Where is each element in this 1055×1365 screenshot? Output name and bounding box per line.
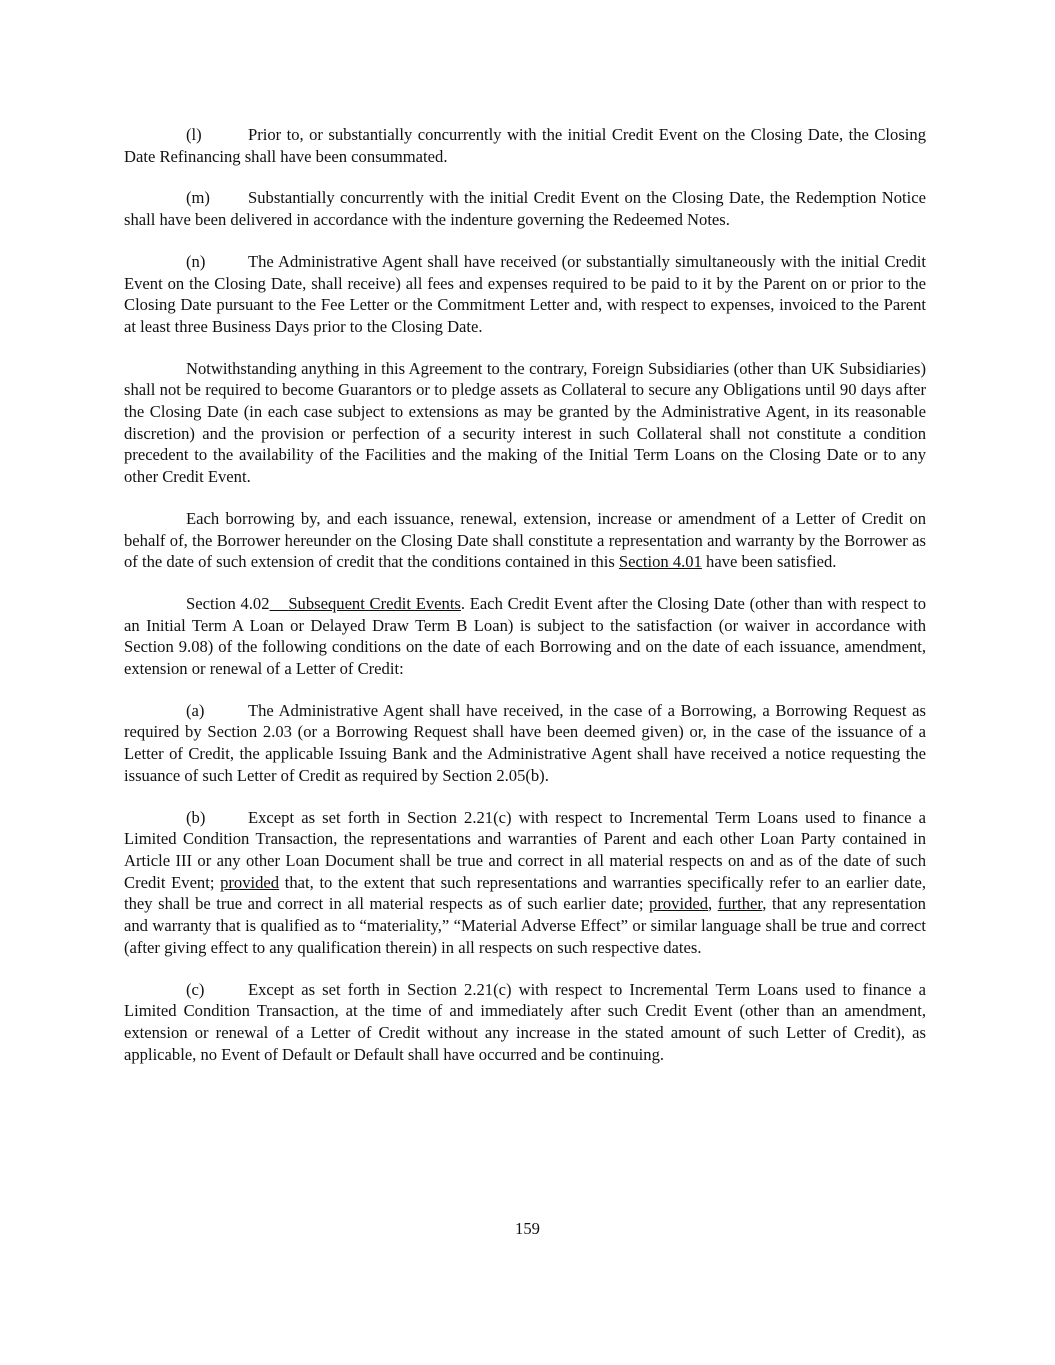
- provided-term-1: provided: [220, 872, 280, 892]
- section-402-title: [270, 594, 461, 613]
- document-body: [124, 124, 926, 1085]
- section-402-heading: [124, 593, 926, 680]
- item-label-m: (m): [186, 188, 210, 208]
- paragraph-c-text: Except as set forth in Section 2.21(c) with respect to Incremental Term Loans used to finance a Limited Condition Transaction, at the time of and immediately after such Credit Event (other than an amendment, extension or renewal of a Letter of Credit without any increase in the stated amount of such Letter of Credit), as applicable, no Event of Default or Default shall have occurred and be continuing.: [124, 979, 926, 1064]
- paragraph-b-text-2: that, to the extent that such representations and warranties specifically refer to an earlier date, they shall be true and correct in all material respects as of such earlier date;: [124, 872, 926, 914]
- paragraph-m: [124, 187, 926, 230]
- paragraph-l-text: Prior to, or substantially concurrently with the initial Credit Event on the Closing Date, the Closing Date Refinancing shall have been consummated.: [124, 125, 926, 166]
- paragraph-n-text: The Administrative Agent shall have received (or substantially simultaneously with the initial Credit Event on the Closing Date, shall receive) all fees and expenses required to be paid to it by the Parent on or prior to the Closing Date pursuant to the Fee Letter or the Commitment Letter and, with respect to expenses, invoiced to the Parent at least three Business Days prior to the Closing Date.: [124, 251, 926, 336]
- paragraph-notwithstanding: [124, 358, 926, 488]
- paragraph-n: [124, 251, 926, 338]
- provided-term-2: provided: [649, 894, 709, 914]
- further-term: further: [717, 894, 763, 914]
- paragraph-each-borrowing-tail: have been satisfied.: [701, 552, 837, 572]
- paragraph-each-borrowing: [124, 508, 926, 573]
- item-label-a: (a): [186, 700, 205, 720]
- paragraph-notwithstanding-text: Notwithstanding anything in this Agreement to the contrary, Foreign Subsidiaries (other than UK Subsidiaries) shall not be required to become Guarantors or to pledge assets as Collateral to secure any Obligations until 90 days after the Closing Date (in each case subject to extensions as may be granted by the Administrative Agent, in its reasonable discretion) and the provision or perfection of a security interest in such Collateral shall not constitute a condition precedent to the availability of the Facilities and the making of the Initial Term Loans on the Closing Date or to any other Credit Event.: [124, 358, 926, 487]
- paragraph-m-text: Substantially concurrently with the initial Credit Event on the Closing Date, the Redemption Notice shall have been delivered in accordance with the indenture governing the Redeemed Notes.: [124, 188, 926, 230]
- item-label-l: (l): [186, 125, 202, 144]
- paragraph-b-comma: ,: [708, 894, 718, 914]
- paragraph-c: [124, 979, 926, 1066]
- section-402-text: . Each Credit Event after the Closing Date (other than with respect to an Initial Term A Loan or Delayed Draw Term B Loan) is subject to the satisfaction (or waiver in accordance with Section 9.08) of the following conditions on the date of each Borrowing and on the date of each issuance, amendment, extension or renewal of a Letter of Credit:: [124, 593, 927, 679]
- page-number: 159: [515, 1219, 540, 1238]
- section-401-reference: Section 4.01: [618, 552, 702, 572]
- paragraph-b-text-3: , that any representation and warranty that is qualified as to “materiality,” “Material Adverse Effect” or similar language shall be true and correct (after giving effect to any qualification therein) in all respects on such respective dates.: [124, 894, 926, 957]
- paragraph-l: [124, 124, 926, 167]
- item-label-n: (n): [186, 251, 206, 271]
- paragraph-a: [124, 700, 926, 787]
- paragraph-b: [124, 807, 926, 959]
- paragraph-each-borrowing-text: Each borrowing by, and each issuance, renewal, extension, increase or amendment of a Letter of Credit on behalf of, the Borrower hereunder on the Closing Date shall constitute a representation and warranty by the Borrower as of the date of such extension of credit that the conditions contained in this: [124, 508, 926, 572]
- paragraph-b-text-1: Except as set forth in Section 2.21(c) with respect to Incremental Term Loans used to finance a Limited Condition Transaction, the representations and warranties of Parent and each other Loan Party contained in Article III or any other Loan Document shall be true and correct in all material respects on and as of the date of such Credit Event;: [124, 807, 926, 892]
- paragraph-a-text: The Administrative Agent shall have received, in the case of a Borrowing, a Borrowing Request as required by Section 2.03 (or a Borrowing Request shall have been deemed given) or, in the case of the issuance of a Letter of Credit, the applicable Issuing Bank and the Administrative Agent shall have received a notice requesting the issuance of such Letter of Credit as required by Section 2.05(b).: [124, 700, 926, 785]
- item-label-c: (c): [186, 979, 205, 999]
- section-402-number: Section 4.02: [186, 593, 270, 613]
- section-402-title-text: Subsequent Credit Events: [288, 593, 461, 613]
- item-label-b: (b): [186, 807, 206, 827]
